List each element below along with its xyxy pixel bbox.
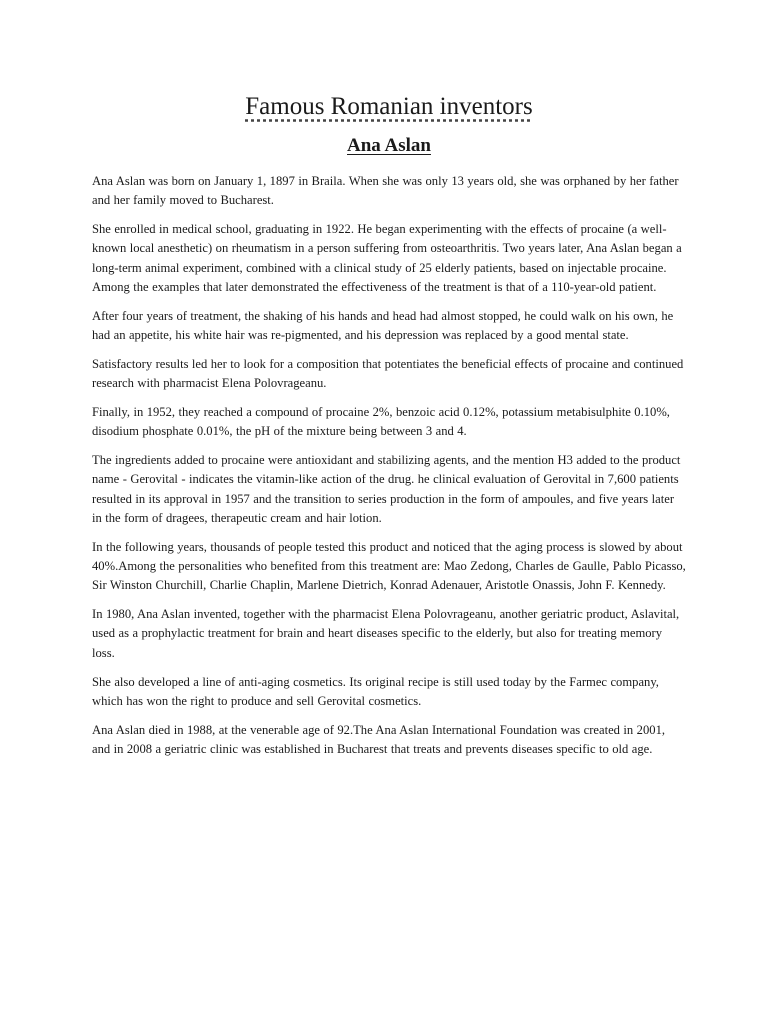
document-title: Famous Romanian inventors [245,93,533,120]
paragraph-10: Ana Aslan died in 1988, at the venerable age of 92.The Ana Aslan International Foundation was created in 2001, and in 2008 a geriatric clinic was established in Bucharest that treats and prevents diseases specific to old age. [92,722,666,756]
paragraph-4: Satisfactory results led her to look for a composition that potentiates the beneficial effects of procaine and continued research with pharmacist Elena Polovrageanu. [92,356,684,391]
paragraph-3: After four years of treatment, the shaking of his hands and head had almost stopped, he could walk on his own, he had an appetite, his white hair was re-pigmented, and his depression was replaced by a good mental state. [92,308,674,343]
paragraph-5: Finally, in 1952, they reached a compound of procaine 2%, benzoic acid 0.12%, potassium metabisulphite 0.10%, disodium phosphate 0.01%, the pH of the mixture being between 3 and 4. [92,404,670,439]
document-subtitle: Ana Aslan [347,135,431,156]
paragraph-8: In 1980, Ana Aslan invented, together with the pharmacist Elena Polovrageanu, another geriatric product, Aslavital, used as a prophylactic treatment for brain and heart diseases specific to the elderly, but also for treating memory loss. [92,607,680,660]
paragraph-2: She enrolled in medical school, graduating in 1922. He began experimenting with the effects of procaine (a well-known local anesthetic) on rheumatism in a person suffering from osteoarthritis. Two years later, Ana Aslan began a long-term animal experiment, combined with a clinical study of 25 elderly patients, based on injectable procaine. Among the examples that later demonstrated the effectiveness of the treatment is that of a 110-year-old patient. [92,222,682,294]
document-body [92,172,686,759]
paragraph-9: She also developed a line of anti-aging cosmetics. Its original recipe is still used today by the Farmec company, which has won the right to produce and sell Gerovital cosmetics. [92,674,659,708]
paragraph-1: Ana Aslan was born on January 1, 1897 in Braila. When she was only 13 years old, she was orphaned by her father and her family moved to Bucharest. [92,174,679,208]
paragraph-6: The ingredients added to procaine were antioxidant and stabilizing agents, and the mention H3 added to the product name - Gerovital - indicates the vitamin-like action of the drug. he clinical evaluation of Gerovital in 7,600 patients resulted in its approval in 1957 and the transition to series production in the form of ampoules, and five years later in the form of dragees, therapeutic cream and hair lotion. [92,453,681,525]
paragraph-7: In the following years, thousands of people tested this product and noticed that the aging process is slowed by about 40%.Among the personalities who benefited from this treatment are: Mao Zedong, Charles de Gaulle, Pablo Picasso, Sir Winston Churchill, Charlie Chaplin, Marlene Dietrich, Konrad Adenauer, Aristotle Onassis, John F. Kennedy. [92,539,686,593]
